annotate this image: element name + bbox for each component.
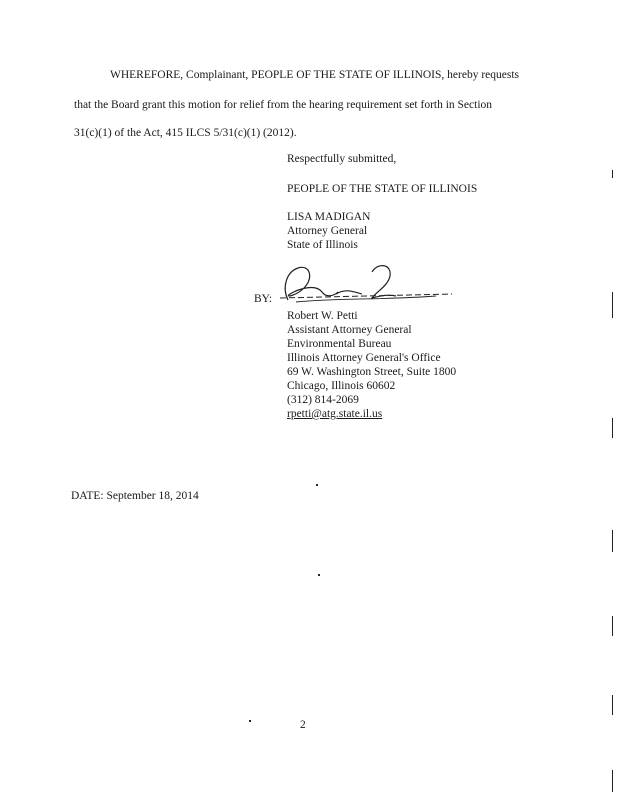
body-paragraph-line-1: WHEREFORE, Complainant, PEOPLE OF THE STATE OF ILLINOIS, hereby requests: [110, 69, 519, 81]
scan-artifact: [612, 770, 613, 792]
signer-name: Robert W. Petti: [287, 310, 358, 322]
attorney-general-title: Attorney General: [287, 225, 368, 237]
scan-artifact: [612, 695, 613, 715]
body-paragraph-line-3: 31(c)(1) of the Act, 415 ILCS 5/31(c)(1) (2012).: [74, 127, 297, 139]
signer-email-link[interactable]: rpetti@atg.state.il.us: [287, 408, 383, 420]
closing-text: Respectfully submitted,: [287, 153, 397, 165]
signer-city: Chicago, Illinois 60602: [287, 380, 396, 392]
body-paragraph-line-2: that the Board grant this motion for relief from the hearing requirement set forth in Section: [74, 99, 493, 111]
party-name: PEOPLE OF THE STATE OF ILLINOIS: [287, 183, 478, 195]
page-number: 2: [300, 719, 306, 731]
signer-bureau: Environmental Bureau: [287, 338, 392, 350]
signer-office: Illinois Attorney General's Office: [287, 352, 441, 364]
signer-phone: (312) 814-2069: [287, 394, 359, 406]
signer-title: Assistant Attorney General: [287, 324, 412, 336]
scan-artifact: [612, 170, 613, 178]
scan-artifact: [612, 418, 613, 438]
scan-artifact: [318, 574, 320, 576]
handwritten-signature: [276, 258, 456, 308]
scan-artifact: [249, 720, 251, 722]
attorney-general-name: LISA MADIGAN: [287, 211, 371, 223]
scan-artifact: [612, 616, 613, 636]
by-label: BY:: [254, 293, 273, 305]
date-line: DATE: September 18, 2014: [71, 490, 199, 502]
scan-artifact: [612, 530, 613, 552]
signer-street: 69 W. Washington Street, Suite 1800: [287, 366, 457, 378]
scan-artifact: [316, 484, 318, 486]
attorney-general-state: State of Illinois: [287, 239, 358, 251]
scan-artifact: [612, 292, 613, 318]
